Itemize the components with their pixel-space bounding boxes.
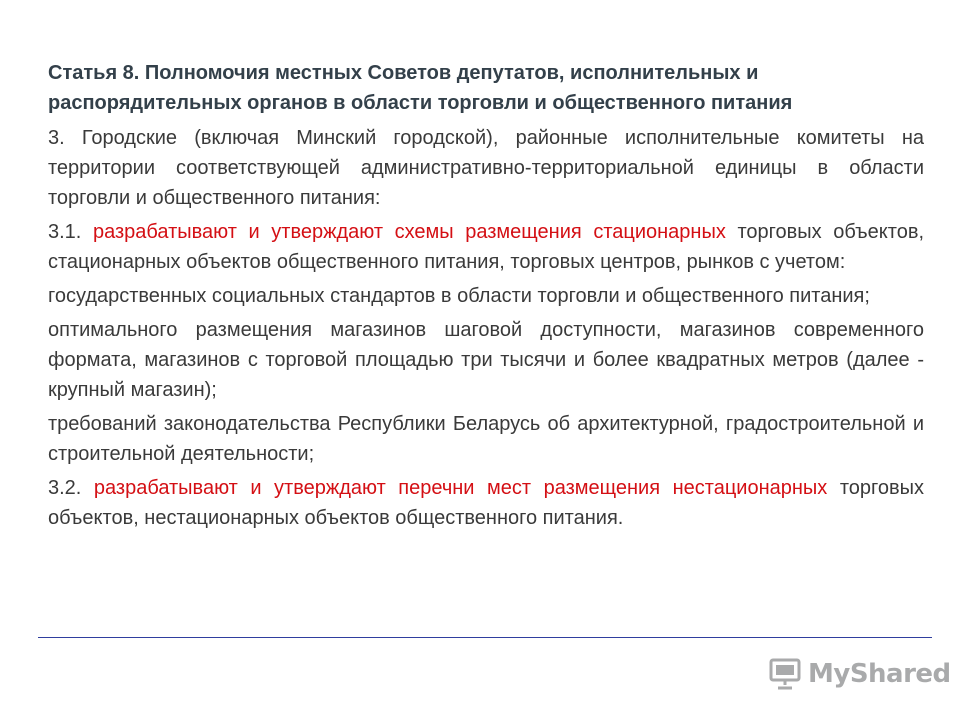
paragraph-3-1-number: 3.1. bbox=[48, 221, 93, 243]
divider-line bbox=[38, 637, 932, 638]
paragraph-3-2-highlight: разрабатывают и утверждают перечни мест размещения нестационарных bbox=[93, 477, 828, 499]
list-item-standards: государственных социальных стандартов в области торговли и общественного питания; bbox=[48, 285, 870, 307]
presentation-board-icon bbox=[768, 657, 802, 691]
paragraph-3-2 bbox=[48, 473, 924, 533]
article-title: Статья 8. Полномочия местных Советов депутатов, исполнительных и распорядительных органов в области торговли и общественного питания bbox=[48, 62, 793, 114]
paragraph-3-1-highlight: разрабатывают и утверждают схемы размещения стационарных bbox=[92, 221, 726, 243]
watermark-text: MyShared bbox=[808, 659, 951, 689]
list-item-placement: оптимального размещения магазинов шаговой доступности, магазинов современного формата, магазинов с торговой площадью три тысячи и более квадратных метров (далее - крупный магазин); bbox=[48, 319, 924, 401]
paragraph-3-1 bbox=[48, 217, 924, 277]
paragraph-3-intro: 3. Городские (включая Минский городской), районные исполнительные комитеты на территории соответствующей административно-территориальной единицы в области торговли и общественного питания: bbox=[48, 127, 924, 209]
paragraph-3-1-rest: торговых объектов, стационарных объектов общественного питания, торговых центров, рынков с учетом: bbox=[48, 221, 925, 273]
watermark-logo bbox=[768, 656, 951, 692]
list-item-legislation: требований законодательства Республики Беларусь об архитектурной, градостроительной и строительной деятельности; bbox=[48, 413, 924, 465]
paragraph-3-2-number: 3.2. bbox=[48, 477, 94, 499]
slide-content bbox=[48, 58, 924, 537]
paragraph-3-2-rest: торговых объектов, нестационарных объектов общественного питания. bbox=[48, 477, 924, 529]
